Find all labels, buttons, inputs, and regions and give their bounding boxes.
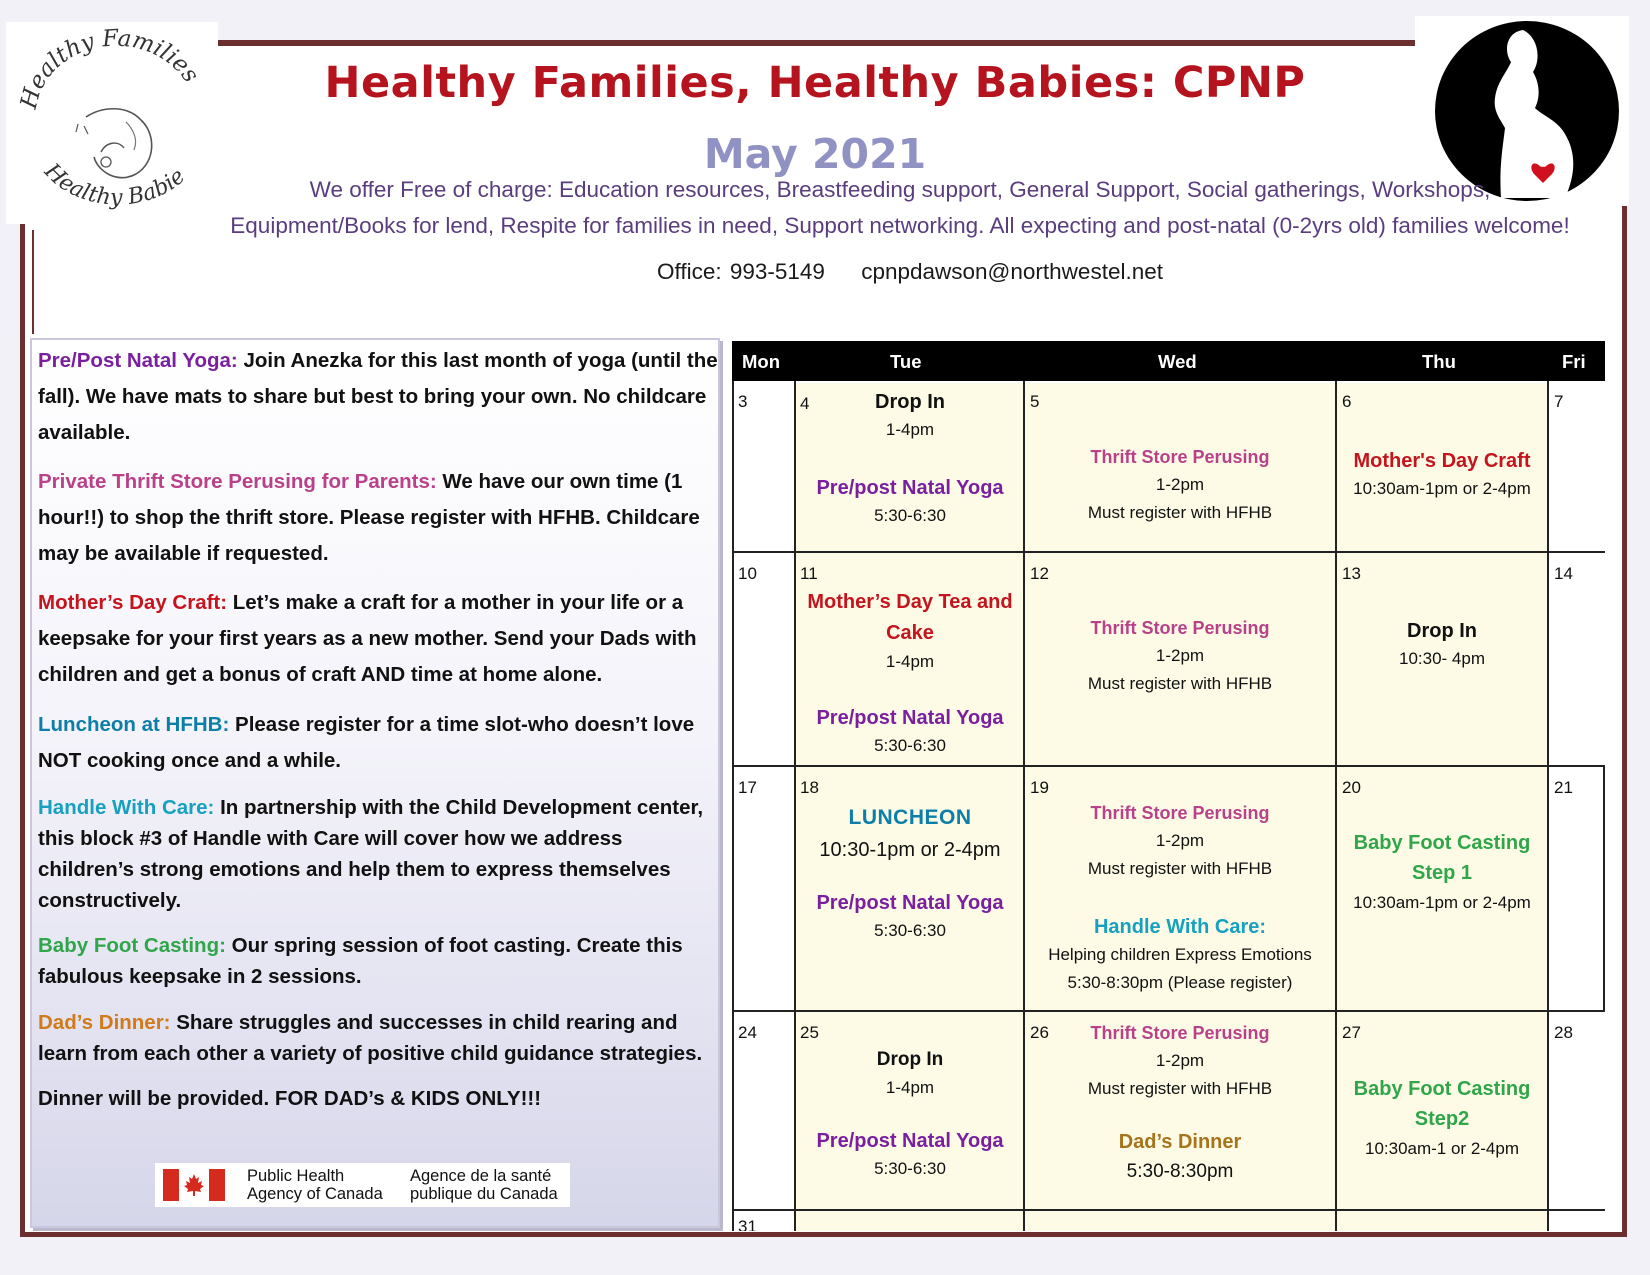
offer-line-2: Equipment/Books for lend, Respite for families in need, Support networking. All expecting and post-natal (0-2yrs old) families welcome!: [230, 213, 1570, 238]
event-time: 1-2pm: [1155, 1051, 1205, 1070]
day-number: 5: [1030, 392, 1040, 411]
day-number: 7: [1554, 392, 1564, 411]
event-title: Pre/post Natal Yoga: [816, 892, 1004, 914]
desc-label: Baby Foot Casting:: [38, 934, 226, 957]
day-number: 18: [800, 778, 819, 797]
grid-line: [732, 765, 1605, 767]
event-title: Pre/post Natal Yoga: [816, 1130, 1004, 1152]
day-number: 14: [1554, 564, 1573, 583]
event-thrift-store[interactable]: [1024, 614, 1336, 698]
desc-text: Dinner will be provided. FOR DAD’s & KIDS ONLY!!!: [38, 1087, 542, 1110]
desc-label: Dad’s Dinner:: [38, 1011, 171, 1034]
desc-text: Let’s make a craft for a mother in your life or a keepsake for your first years as a new mother. Send your Dads with children and get a bonus of craft AND time at home alone.: [38, 591, 697, 686]
event-note: Must register with HFHB: [1087, 1079, 1273, 1098]
day-number: 25: [800, 1023, 819, 1042]
desc-text: We have our own time (1 hour!!) to shop the thrift store. Please register with HFHB. Childcare may be available if requested.: [38, 470, 700, 565]
event-title: Thrift Store Perusing: [1090, 1023, 1270, 1043]
calendar-header-row: [732, 341, 1605, 381]
day-header-thu: Thu: [1422, 351, 1456, 372]
event-title: LUNCHEON: [848, 806, 972, 829]
event-note: Must register with HFHB: [1087, 674, 1273, 693]
day-number: 27: [1342, 1023, 1361, 1042]
desc-foot-casting: [38, 930, 718, 992]
desc-label: Luncheon at HFHB:: [38, 713, 230, 736]
day-header-fri: Fri: [1562, 351, 1586, 372]
event-yoga[interactable]: [796, 889, 1024, 945]
event-title-line1: Baby Foot Casting: [1353, 1078, 1531, 1100]
event-time: 5:30-6:30: [874, 1159, 946, 1178]
event-dads-dinner[interactable]: [1024, 1127, 1336, 1187]
event-drop-in[interactable]: [796, 1046, 1024, 1102]
event-time: 10:30am-1pm or 2-4pm: [1353, 479, 1531, 498]
phac-fr-line2: publique du Canada: [410, 1185, 558, 1203]
event-drop-in[interactable]: [796, 388, 1024, 444]
grid-line: [1603, 766, 1605, 1011]
logo-top-text: Healthy Families: [15, 25, 204, 112]
desc-text: Share struggles and successes in child rearing and learn from each other a variety of positive child guidance strategies.: [38, 1011, 703, 1065]
day-number: 12: [1030, 564, 1049, 583]
phac-sponsor-logo: [155, 1163, 570, 1207]
event-time: 1-4pm: [885, 652, 935, 671]
event-time: 1-4pm: [885, 1078, 935, 1097]
event-title-line2: Cake: [886, 622, 934, 644]
event-title-line1: Mother’s Day Tea and: [807, 591, 1013, 613]
event-note: Helping children Express Emotions: [1048, 945, 1312, 964]
day-number: 13: [1342, 564, 1361, 583]
desc-thrift: [38, 464, 718, 572]
day-header-mon: Mon: [742, 351, 781, 372]
day-number: 31: [738, 1217, 757, 1231]
desc-dads-dinner: [38, 1007, 718, 1069]
desc-text: Our spring session of foot casting. Create this fabulous keepsake in 2 sessions.: [38, 934, 683, 988]
event-time: 5:30-6:30: [874, 506, 946, 525]
day-number: 26: [1030, 1023, 1049, 1042]
event-title-line2: Step2: [1414, 1108, 1470, 1130]
phac-fr-name: [410, 1167, 558, 1203]
event-time: 10:30am-1 or 2-4pm: [1364, 1139, 1520, 1158]
day-number: 21: [1554, 778, 1573, 797]
desc-yoga: [38, 343, 718, 451]
event-title: Dad’s Dinner: [1118, 1131, 1242, 1153]
canada-flag-icon: [163, 1169, 225, 1201]
event-title: Drop In: [875, 391, 945, 413]
event-title: Thrift Store Perusing: [1090, 447, 1270, 467]
offer-line-1: We offer Free of charge: Education resources, Breastfeeding support, General Support, Social gatherings, Workshops,: [309, 177, 1491, 202]
phac-fr-line1: Agence de la santé: [410, 1167, 552, 1185]
event-time: 1-2pm: [1155, 646, 1205, 665]
page-subtitle: May 2021: [703, 130, 927, 178]
logo-bottom-text: Healthy Babie: [39, 158, 191, 211]
event-time: 10:30- 4pm: [1399, 649, 1485, 668]
event-time: 1-2pm: [1155, 475, 1205, 494]
event-title: Handle With Care:: [1093, 916, 1267, 938]
event-title: Thrift Store Perusing: [1090, 618, 1270, 638]
day-number: 11: [800, 564, 818, 583]
day-header-wed: Wed: [1158, 351, 1197, 372]
event-mothers-day-tea[interactable]: [796, 587, 1024, 675]
day-number: 19: [1030, 778, 1049, 797]
desc-text: In partnership with the Child Development center, this block #3 of Handle with Care will cover how we address children’s strong emotions and help them to express themselves constructively.: [38, 796, 704, 912]
desc-label: Handle With Care:: [38, 796, 215, 819]
phac-en-line1: Public Health: [247, 1167, 345, 1185]
event-yoga[interactable]: [796, 704, 1024, 760]
event-title: Mother's Day Craft: [1353, 450, 1531, 472]
event-title: Pre/post Natal Yoga: [816, 477, 1004, 499]
event-handle-with-care[interactable]: [1024, 913, 1336, 997]
office-phone: Office: 993-5149: [657, 259, 825, 284]
day-number: 4: [800, 394, 810, 413]
event-time: 1-4pm: [885, 420, 935, 439]
desc-luncheon: [38, 707, 718, 779]
event-time: 5:30-8:30pm (Please register): [1067, 973, 1293, 992]
desc-dinner-note: [38, 1083, 718, 1114]
event-thrift-store[interactable]: [1024, 1019, 1336, 1103]
event-title: Drop In: [876, 1049, 944, 1070]
event-title-line1: Baby Foot Casting: [1353, 832, 1531, 854]
grid-line: [732, 1209, 1605, 1211]
event-time: 10:30-1pm or 2-4pm: [819, 839, 1001, 861]
event-time: 10:30am-1pm or 2-4pm: [1353, 893, 1531, 912]
event-title: Drop In: [1407, 620, 1477, 642]
event-title: Thrift Store Perusing: [1090, 803, 1270, 823]
desc-label: Private Thrift Store Perusing for Parents:: [38, 470, 437, 493]
day-number: 20: [1342, 778, 1361, 797]
grid-line: [732, 381, 734, 1231]
event-note: Must register with HFHB: [1087, 859, 1273, 878]
page-title: Healthy Families, Healthy Babies: CPNP: [324, 58, 1306, 108]
event-mothers-day-craft[interactable]: [1336, 447, 1548, 503]
event-time: 1-2pm: [1155, 831, 1205, 850]
contact-email[interactable]: cpnpdawson@northwestel.net: [861, 259, 1163, 284]
event-luncheon[interactable]: [796, 802, 1024, 866]
day-number: 3: [738, 392, 748, 411]
event-foot-casting[interactable]: [1336, 828, 1548, 918]
day-number: 17: [738, 778, 757, 797]
event-time: 5:30-6:30: [874, 921, 946, 940]
event-thrift-store[interactable]: [1024, 443, 1336, 527]
day-number: 10: [738, 564, 757, 583]
grid-line: [732, 1010, 1605, 1012]
event-yoga[interactable]: [796, 474, 1024, 530]
day-header-tue: Tue: [890, 351, 922, 372]
event-title: Pre/post Natal Yoga: [816, 707, 1004, 729]
day-number: 28: [1554, 1023, 1573, 1042]
phac-en-name: [247, 1167, 383, 1203]
day-number: 6: [1342, 392, 1352, 411]
event-time: 5:30-6:30: [874, 736, 946, 755]
desc-handle-with-care: [38, 792, 718, 916]
desc-text: Join Anezka for this last month of yoga (until the fall). We have mats to share but best to bring your own. No childcare available.: [38, 349, 718, 444]
event-note: Must register with HFHB: [1087, 503, 1273, 522]
svg-text:Healthy Families: [16, 25, 204, 112]
day-number: 24: [738, 1023, 757, 1042]
desc-mothers-day: [38, 585, 718, 693]
grid-line: [732, 551, 1605, 553]
desc-label: Mother’s Day Craft:: [38, 591, 228, 614]
desc-label: Pre/Post Natal Yoga:: [38, 349, 238, 372]
event-time: 5:30-8:30pm: [1126, 1161, 1234, 1182]
desc-text: Please register for a time slot-who doesn’t love NOT cooking once and a while.: [38, 713, 695, 772]
phac-en-line2: Agency of Canada: [247, 1185, 383, 1203]
event-foot-casting[interactable]: [1336, 1074, 1548, 1164]
event-thrift-store[interactable]: [1024, 799, 1336, 883]
event-drop-in[interactable]: [1336, 617, 1548, 673]
event-title-line2: Step 1: [1411, 862, 1473, 884]
contact-line: [200, 259, 1620, 285]
may-calendar: [732, 341, 1605, 1231]
event-yoga[interactable]: [796, 1127, 1024, 1183]
